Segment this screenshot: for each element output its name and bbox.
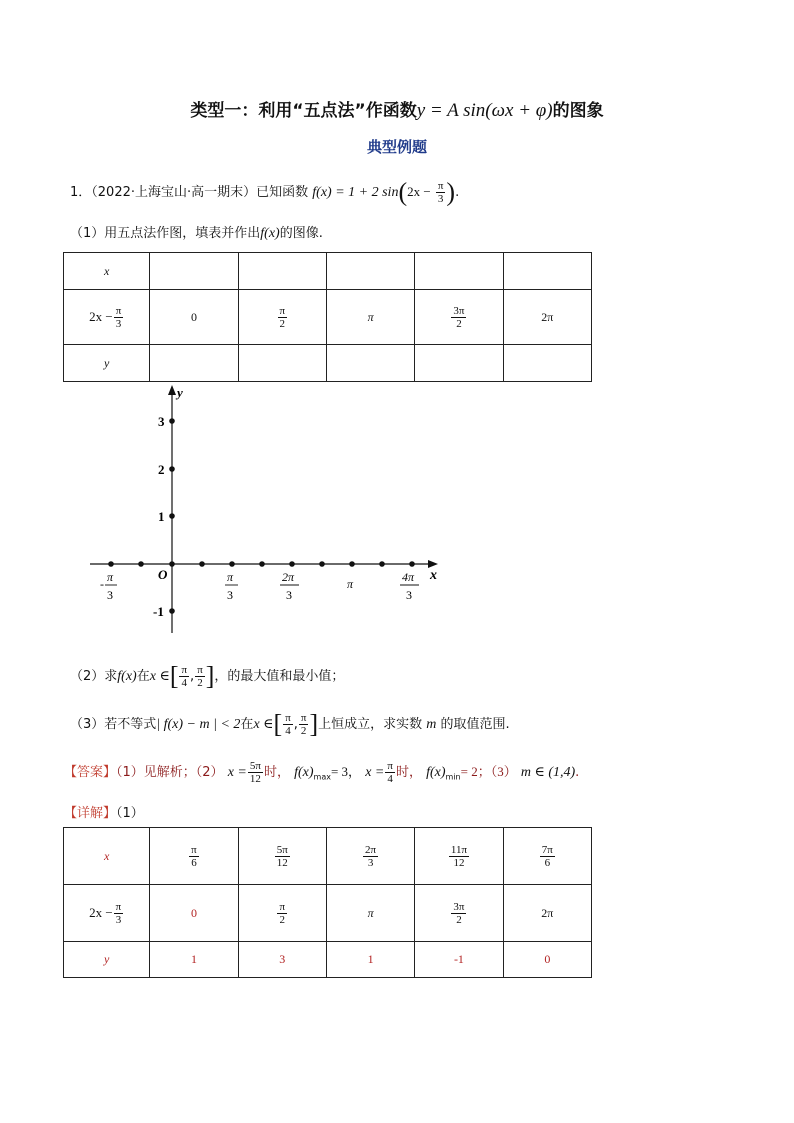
row-label-phase: 2x − $\frac{\pi}{3}$ bbox=[64, 290, 150, 345]
x-value-cell: $\frac{7\pi}{6}$ bbox=[503, 828, 591, 885]
x-tick-dot bbox=[229, 561, 235, 567]
part3-text: （3）若不等式| f(x) − m | < 2在x ∈[ $\frac{\pi}{4}$ , $\frac{\pi}{2}$ ]上恒成立，求实数 m 的取值范围. bbox=[70, 709, 510, 739]
x-tick-dot bbox=[169, 561, 175, 567]
row-label-phase: 2x − $\frac{\pi}{3}$ bbox=[64, 885, 150, 942]
title-prefix: 类型一：利用“五点法”作函数 bbox=[190, 101, 417, 121]
answer-label: 【答案】 bbox=[64, 765, 117, 780]
part2-text: （2）求f(x)在x ∈[ $\frac{\pi}{4}$ , $\frac{\pi}{2}$ ]，的最大值和最小值； bbox=[70, 661, 345, 691]
question-statement: 1．（2022·上海宝山·高一期末）已知函数 f(x) = 1 + 2 sin(2x − $\frac{\pi}{3}$ ). bbox=[70, 177, 460, 207]
phase-cell: 0 bbox=[150, 885, 238, 942]
x-tick-dot bbox=[379, 561, 385, 567]
x-value-cell: $\frac{2\pi}{3}$ bbox=[326, 828, 414, 885]
part1-text: （1）用五点法作图，填表并作出f(x)的图像. bbox=[70, 226, 323, 241]
x-tick-dot bbox=[199, 561, 205, 567]
y-value-cell: -1 bbox=[415, 942, 503, 978]
x-tick-dot bbox=[108, 561, 114, 567]
question-source: （2022·上海宝山·高一期末）已知函数 bbox=[91, 185, 309, 200]
svg-text:4π: 4π bbox=[402, 570, 415, 584]
fraction-pi-3: $\frac{\pi}{3}$ bbox=[437, 180, 444, 205]
detail-label: 【详解】 bbox=[64, 806, 117, 821]
x-tick-dot bbox=[319, 561, 325, 567]
blank-cell[interactable] bbox=[238, 253, 326, 290]
y-value-cell: 3 bbox=[238, 942, 326, 978]
x-tick-dot bbox=[138, 561, 144, 567]
answer-line: 【答案】（1）见解析；（2） x = $\frac{5\pi}{12}$ 时， $f(x)_{max}= 3$， x = $\frac{\pi}{4}$ 时， $f(x)_{min}= 2$；（3） m ∈ (1,4). bbox=[64, 760, 580, 785]
phase-cell: 2π bbox=[503, 290, 591, 345]
x-value-cell: $\frac{\pi}{6}$ bbox=[150, 828, 238, 885]
x-tick-dot bbox=[409, 561, 415, 567]
svg-text:3: 3 bbox=[107, 588, 113, 602]
phase-cell: $\frac{\pi}{2}$ bbox=[238, 290, 326, 345]
y-tick-dot-neg1 bbox=[169, 608, 175, 614]
function-inner: 2x − bbox=[407, 184, 431, 199]
coordinate-graph bbox=[80, 383, 450, 643]
x-tick-dot bbox=[349, 561, 355, 567]
phase-cell: 0 bbox=[150, 290, 238, 345]
y-tick-label: -1 bbox=[153, 604, 164, 619]
x-tick-dot bbox=[259, 561, 265, 567]
y-tick-label: 1 bbox=[158, 509, 165, 524]
x-value-cell: $\frac{5\pi}{12}$ bbox=[238, 828, 326, 885]
x-tick-label-neg-pi-3 bbox=[100, 570, 117, 602]
svg-text:π: π bbox=[107, 570, 114, 584]
phase-cell: $\frac{\pi}{2}$ bbox=[238, 885, 326, 942]
blank-cell[interactable] bbox=[326, 345, 414, 382]
x-axis-arrow bbox=[428, 560, 438, 568]
x-tick-label-4pi-3 bbox=[400, 570, 419, 602]
blank-cell[interactable] bbox=[150, 253, 238, 290]
svg-text:3: 3 bbox=[286, 588, 292, 602]
y-tick-dot-2 bbox=[169, 466, 175, 472]
blank-cell[interactable] bbox=[150, 345, 238, 382]
phase-cell: $\frac{3\pi}{2}$ bbox=[415, 885, 503, 942]
y-tick-label: 3 bbox=[158, 414, 165, 429]
question-number: 1． bbox=[70, 185, 92, 200]
y-axis-label: y bbox=[177, 385, 183, 400]
svg-text:π: π bbox=[227, 570, 234, 584]
detail-line: 【详解】（1） bbox=[64, 806, 144, 821]
x-tick-label-pi-3 bbox=[225, 570, 238, 602]
phase-cell: π bbox=[326, 885, 414, 942]
y-axis-arrow bbox=[168, 385, 176, 395]
page-title bbox=[0, 96, 794, 122]
origin-label: O bbox=[158, 567, 168, 582]
blank-cell[interactable] bbox=[326, 253, 414, 290]
x-tick-label-pi: π bbox=[347, 577, 354, 591]
phase-cell: $\frac{3\pi}{2}$ bbox=[415, 290, 503, 345]
y-value-cell: 1 bbox=[326, 942, 414, 978]
blank-cell[interactable] bbox=[238, 345, 326, 382]
y-value-cell: 0 bbox=[503, 942, 591, 978]
svg-text:2π: 2π bbox=[282, 570, 295, 584]
svg-text:3: 3 bbox=[406, 588, 412, 602]
row-label-y: y bbox=[64, 942, 150, 978]
x-axis-label: x bbox=[430, 568, 437, 583]
y-value-cell: 1 bbox=[150, 942, 238, 978]
phase-cell: 2π bbox=[503, 885, 591, 942]
phase-cell: π bbox=[326, 290, 414, 345]
y-tick-label: 2 bbox=[158, 462, 165, 477]
fill-table bbox=[63, 252, 592, 382]
blank-cell[interactable] bbox=[415, 253, 503, 290]
title-suffix: 的图象 bbox=[552, 101, 604, 121]
x-tick-dot bbox=[289, 561, 295, 567]
title-formula: y = A sin(ωx + φ) bbox=[416, 100, 553, 121]
row-label-x: x bbox=[64, 828, 150, 885]
row-label-y: y bbox=[64, 345, 150, 382]
blank-cell[interactable] bbox=[503, 253, 591, 290]
row-label-x: x bbox=[64, 253, 150, 290]
section-subtitle: 典型例题 bbox=[366, 138, 427, 156]
svg-text:3: 3 bbox=[227, 588, 233, 602]
x-tick-label-2pi-3 bbox=[280, 570, 299, 602]
blank-cell[interactable] bbox=[415, 345, 503, 382]
x-value-cell: $\frac{11\pi}{12}$ bbox=[415, 828, 503, 885]
y-tick-dot-1 bbox=[169, 513, 175, 519]
function-def: f(x) = 1 + 2 sin bbox=[312, 185, 399, 200]
answer-table bbox=[63, 827, 592, 978]
svg-text:-: - bbox=[100, 577, 104, 591]
blank-cell[interactable] bbox=[503, 345, 591, 382]
y-tick-dot-3 bbox=[169, 418, 175, 424]
